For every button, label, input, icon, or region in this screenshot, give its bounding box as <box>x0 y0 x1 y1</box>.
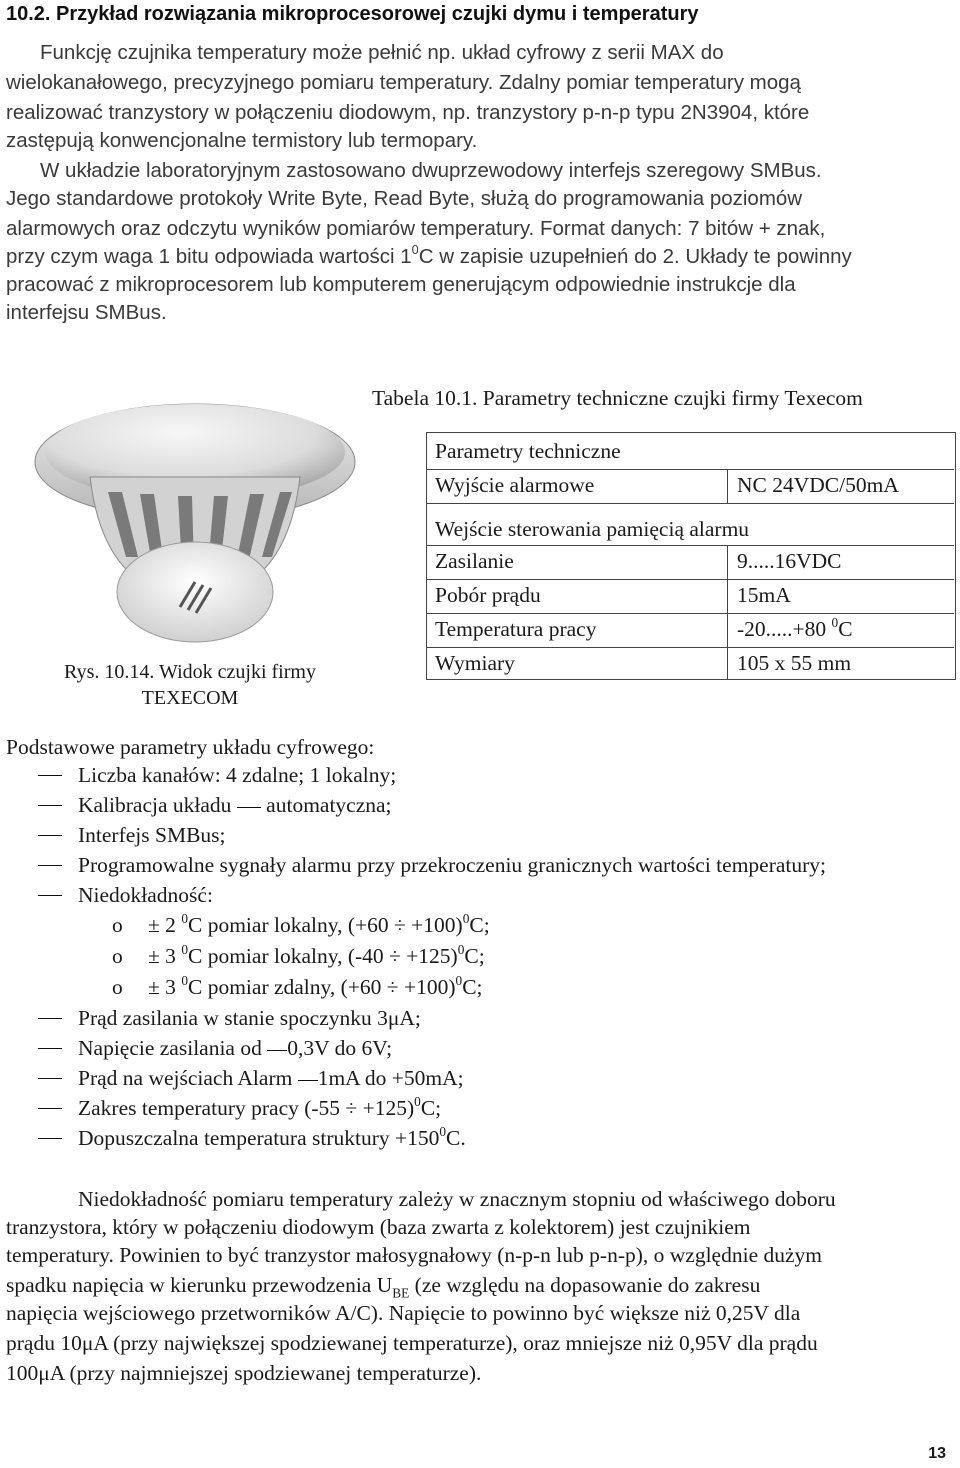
sub-bullet: o <box>112 944 123 968</box>
dash-glyph <box>298 1080 318 1081</box>
degree-sup: 0 <box>181 972 188 988</box>
list-item-text: C; <box>420 1096 442 1120</box>
dash-bullet <box>38 805 62 806</box>
closing-line-1: Niedokładność pomiaru temperatury zależy w znacznym stopniu od właściwego doboru <box>78 1187 836 1211</box>
closing-line-6: prądu 10μA (przy największej spodziewanej temperaturze), oraz mniejsze niż 0,95V dla prądu <box>6 1331 818 1355</box>
list-item <box>78 1123 466 1153</box>
list-item-text: Napięcie zasilania od <box>78 1036 262 1060</box>
list-item <box>78 1033 392 1063</box>
intro-line-5: W układzie laboratoryjnym zastosowano dwuprzewodowy interfejs szeregowy SMBus. <box>40 159 822 182</box>
degree-sup: 0 <box>411 242 419 258</box>
sub-item-text: ± 3 <box>148 975 182 999</box>
list-item-text: Kalibracja układu <box>78 793 232 817</box>
table-row-label: Wejście sterowania pamięcią alarmu <box>435 517 750 541</box>
section-title: 10.2. Przykład rozwiązania mikroprocesorowej czujki dymu i temperatury <box>6 3 699 25</box>
table-row-value: 105 x 55 mm <box>737 651 852 675</box>
sub-list-item <box>148 910 490 940</box>
dash-bullet <box>38 1108 62 1109</box>
table-column-divider <box>727 545 728 679</box>
dash-glyph <box>267 1050 287 1051</box>
intro-line-9: pracować z mikroprocesorem lub komputerem generującym odpowiednie instrukcje dla <box>6 273 796 296</box>
table-header: Parametry techniczne <box>435 439 621 463</box>
sub-item-text: C pomiar lokalny, (+60 ÷ +100) <box>187 913 463 937</box>
degree-sup: 0 <box>181 941 188 957</box>
dash-bullet <box>38 775 62 776</box>
table-divider <box>427 503 954 504</box>
closing-line-4 <box>6 1270 950 1301</box>
table-divider <box>427 613 954 614</box>
list-item <box>78 1063 464 1093</box>
list-item-text: Zakres temperatury pracy (-55 ÷ +125) <box>78 1096 415 1120</box>
intro-line-3: realizować tranzystory w połączeniu diodowym, np. tranzystory p-n-p typu 2N3904, które <box>6 101 810 124</box>
degree-sup: 0 <box>455 972 463 988</box>
dash-bullet <box>38 895 62 896</box>
closing-line-5: napięcia wejściowego przetworników A/C). Napięcie to powinno być większe niż 0,25V dla <box>6 1301 801 1325</box>
figure-caption-line-1: Rys. 10.14. Widok czujki firmy <box>64 661 316 683</box>
intro-line-7: alarmowych oraz odczytu wyników pomiarów temperatury. Format danych: 7 bitów + znak, <box>6 217 826 240</box>
intro-line-2: wielokanałowego, precyzyjnego pomiaru temperatury. Zdalny pomiar temperatury mogą <box>6 71 801 94</box>
table-divider <box>427 469 954 470</box>
list-item <box>78 790 392 820</box>
closing-text: (ze względu na dopasowanie do zakresu <box>409 1273 761 1297</box>
intro-line-1: Funkcję czujnika temperatury może pełnić np. układ cyfrowy z serii MAX do <box>40 41 724 64</box>
degree-sup: 0 <box>457 941 465 957</box>
list-heading: Podstawowe parametry układu cyfrowego: <box>6 735 375 759</box>
sub-list-item <box>148 972 483 1002</box>
sub-list-item <box>148 941 485 971</box>
list-item: Niedokładność: <box>78 883 213 907</box>
dash-bullet <box>38 865 62 866</box>
intro-line-8-a: przy czym waga 1 bitu odpowiada wartości 1 <box>6 245 412 268</box>
table-row-label: Temperatura pracy <box>435 617 597 641</box>
list-item-text: Prąd na wejściach Alarm <box>78 1066 293 1090</box>
intro-line-6: Jego standardowe protokoły Write Byte, Read Byte, służą do programowania poziomów <box>6 187 803 210</box>
closing-line-3: temperatury. Powinien to być tranzystor małosygnałowy (n-p-n lub p-n-p), o względnie dużym <box>6 1243 823 1267</box>
table-row-value: NC 24VDC/50mA <box>737 473 899 497</box>
table-value-b: C <box>838 617 853 641</box>
specs-table <box>426 432 956 680</box>
degree-sup: 0 <box>462 910 470 926</box>
list-item <box>78 1093 441 1123</box>
degree-sup: 0 <box>831 614 839 630</box>
figure-caption <box>40 659 340 711</box>
dash-bullet <box>38 1048 62 1049</box>
list-item: Liczba kanałów: 4 zdalne; 1 lokalny; <box>78 763 397 787</box>
subscript: BE <box>392 1285 410 1301</box>
list-item: Programowalne sygnały alarmu przy przekroczeniu granicznych wartości temperatury; <box>78 853 827 877</box>
table-row-label: Pobór prądu <box>435 583 541 607</box>
sub-bullet: o <box>112 913 123 937</box>
dash-bullet <box>38 1018 62 1019</box>
table-row-label: Wyjście alarmowe <box>435 473 595 497</box>
sub-item-text: C; <box>464 944 485 968</box>
table-row-label: Wymiary <box>435 651 515 675</box>
table-column-divider <box>727 469 728 503</box>
table-row-value: 9.....16VDC <box>737 549 842 573</box>
dash-glyph <box>237 807 261 808</box>
table-row-label: Zasilanie <box>435 549 514 573</box>
sub-item-text: C pomiar lokalny, (-40 ÷ +125) <box>187 944 458 968</box>
list-item-text: 1mA do +50mA; <box>317 1066 464 1090</box>
table-row-value: 15mA <box>737 583 791 607</box>
table-divider <box>427 647 954 648</box>
intro-line-4: zastępują konwencjonalne termistory lub termopary. <box>6 129 478 152</box>
table-row-value <box>737 615 853 643</box>
sub-item-text: C pomiar zdalny, (+60 ÷ +100) <box>187 975 456 999</box>
dash-bullet <box>38 1138 62 1139</box>
table-divider <box>427 579 954 580</box>
figure-caption-line-2: TEXECOM <box>141 687 239 709</box>
closing-text: spadku napięcia w kierunku przewodzenia U <box>6 1273 393 1297</box>
table-title: Tabela 10.1. Parametry techniczne czujki firmy Texecom <box>372 386 863 410</box>
sub-item-text: C; <box>462 975 483 999</box>
degree-sup: 0 <box>439 1123 447 1139</box>
list-item-text: C. <box>446 1126 466 1150</box>
intro-line-8 <box>6 242 950 273</box>
degree-sup: 0 <box>181 910 188 926</box>
dash-bullet <box>38 1078 62 1079</box>
list-item-text: Dopuszczalna temperatura struktury +150 <box>78 1126 440 1150</box>
intro-line-8-b: C w zapisie uzupełnień do 2. Układy te powinny <box>418 245 852 268</box>
sub-item-text: C; <box>469 913 490 937</box>
list-item-text: automatyczna; <box>266 793 392 817</box>
degree-sup: 0 <box>414 1093 421 1109</box>
list-item: Prąd zasilania w stanie spoczynku 3μA; <box>78 1006 421 1030</box>
sub-bullet: o <box>112 975 123 999</box>
closing-line-7: 100μA (przy najmniejszej spodziewanej temperaturze). <box>6 1361 482 1385</box>
list-item: Interfejs SMBus; <box>78 823 226 847</box>
table-divider <box>427 545 954 546</box>
sub-item-text: ± 2 <box>148 913 182 937</box>
closing-line-2: tranzystora, który w połączeniu diodowym (baza zwarta z kolektorem) jest czujnikiem <box>6 1215 751 1239</box>
sub-item-text: ± 3 <box>148 944 182 968</box>
list-item-text: 0,3V do 6V; <box>287 1036 393 1060</box>
table-value-a: -20.....+80 <box>737 617 832 641</box>
page-number: 13 <box>928 1445 946 1462</box>
smoke-detector-photo <box>30 382 360 652</box>
dash-bullet <box>38 835 62 836</box>
intro-line-10: interfejsu SMBus. <box>6 301 167 324</box>
